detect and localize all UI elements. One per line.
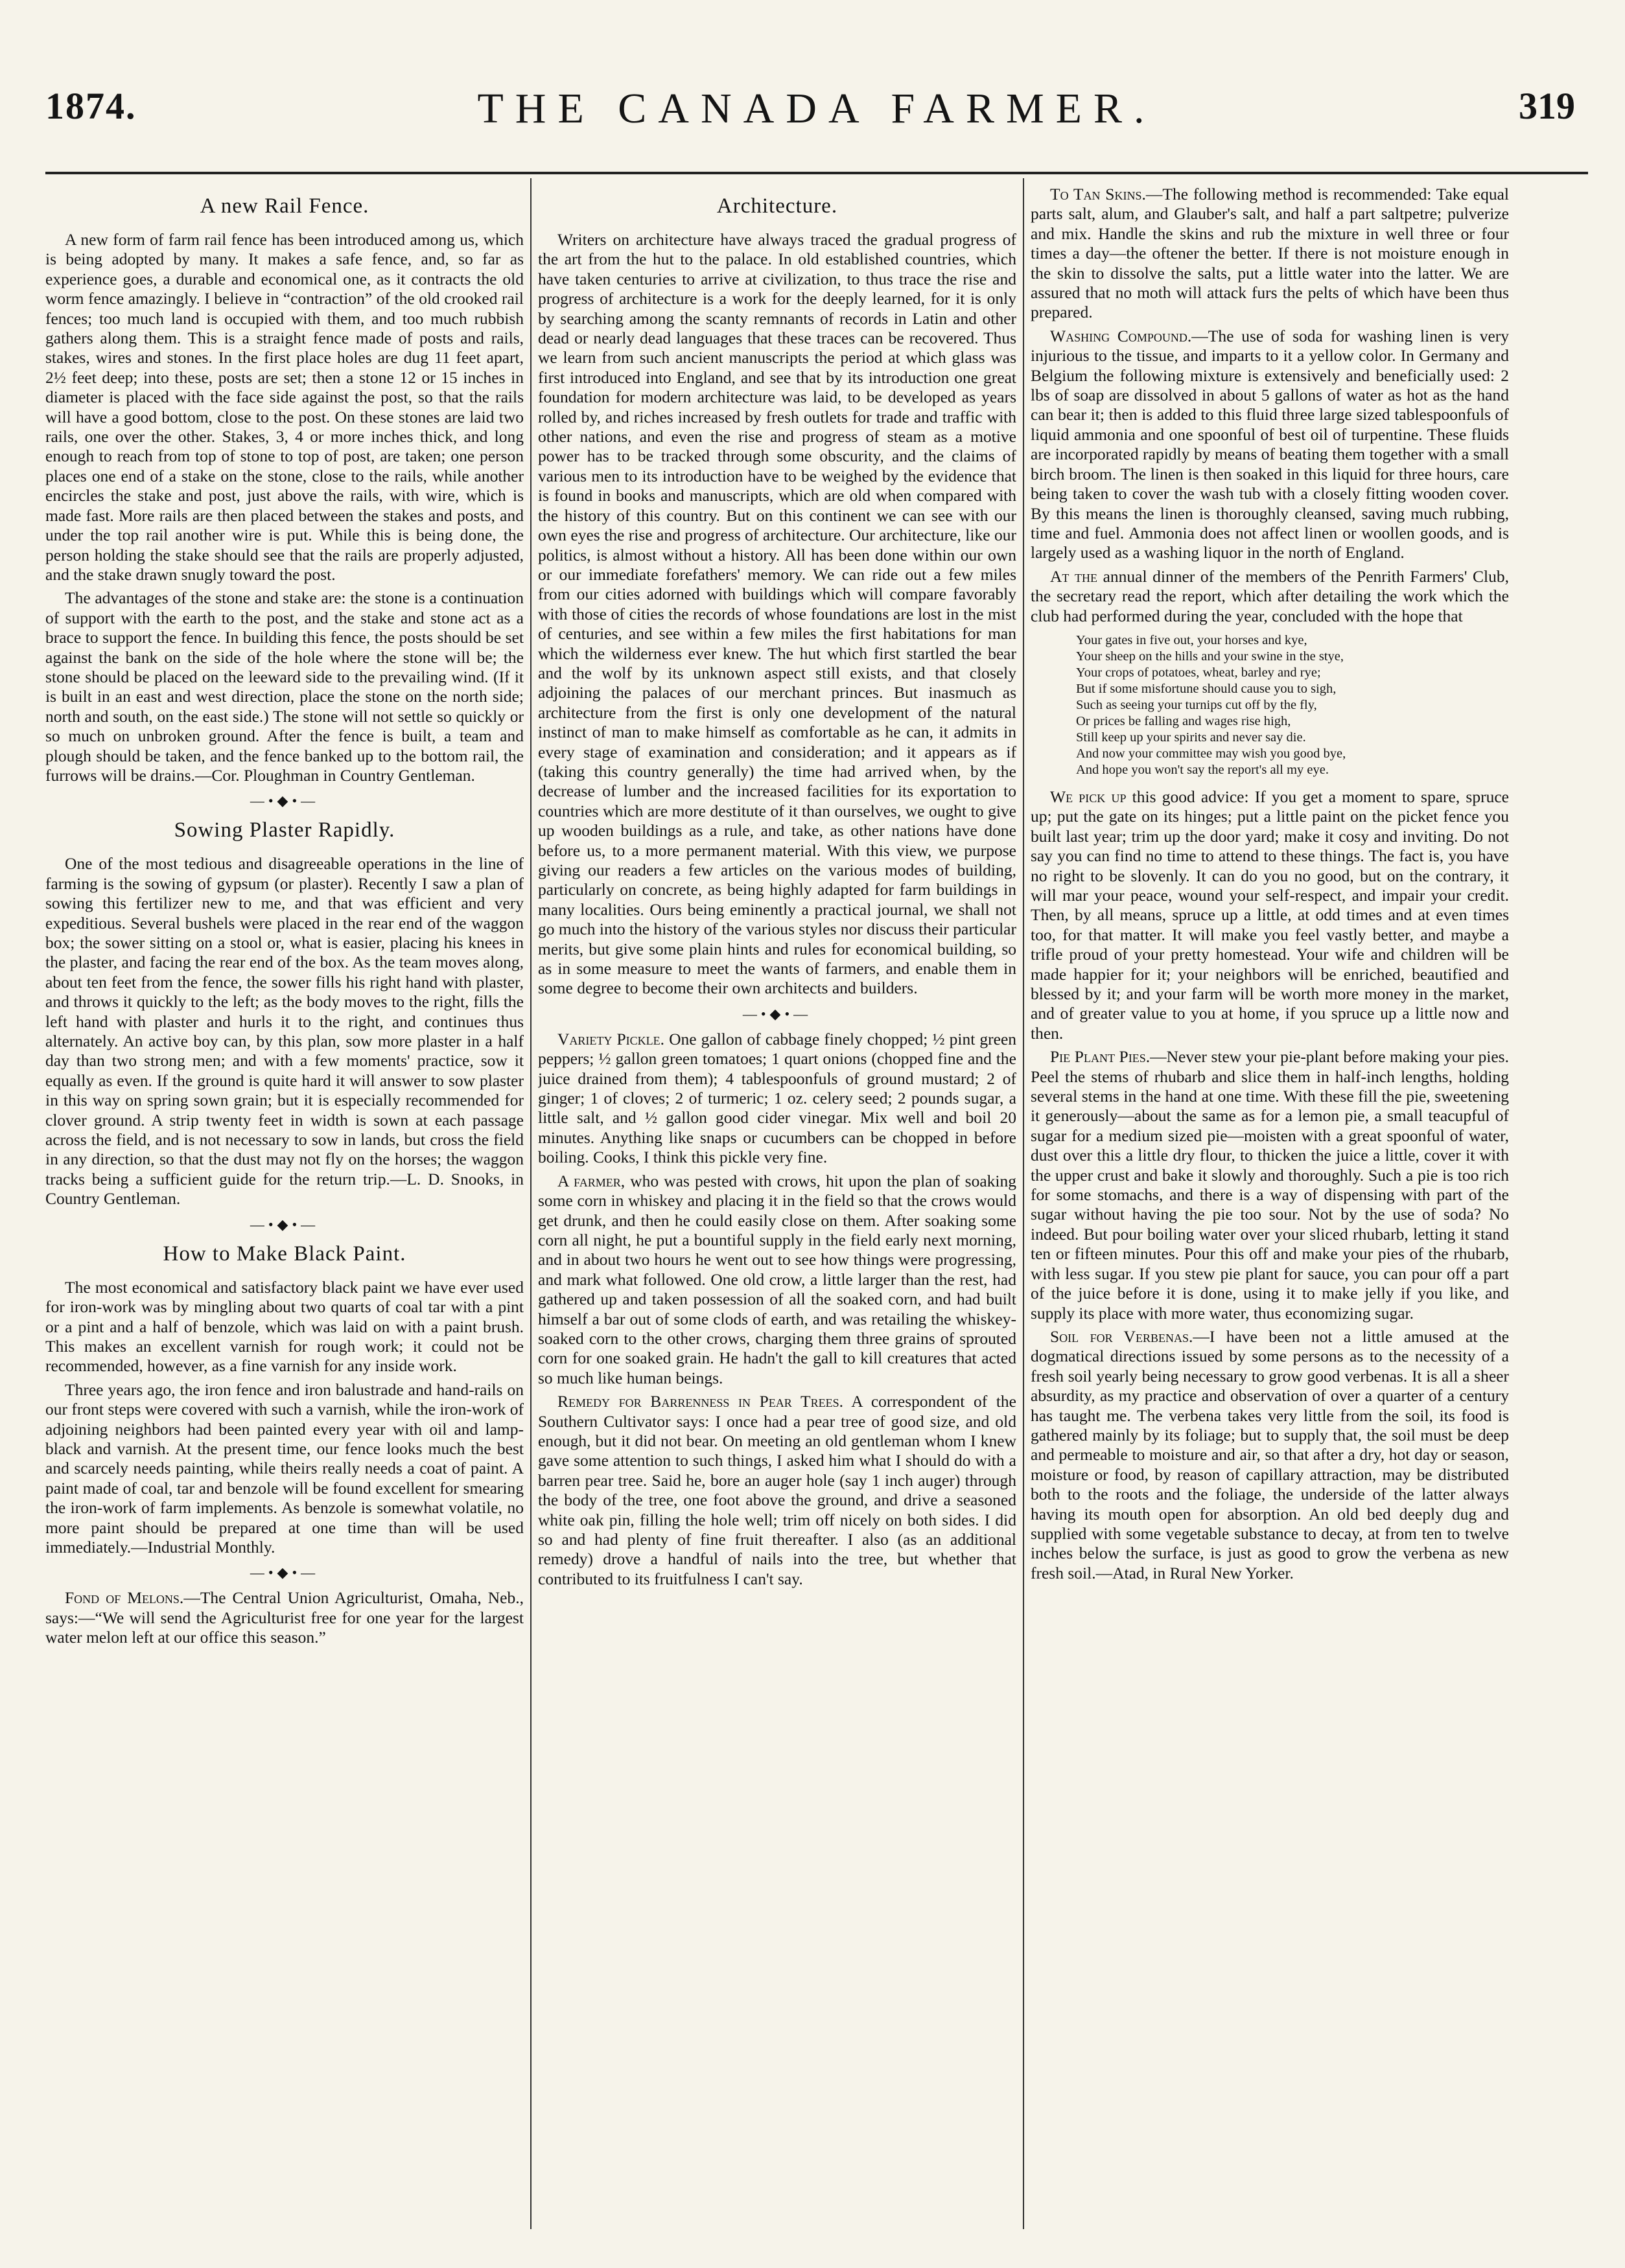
article-farmers-club: [1031, 567, 1509, 626]
article-sowing-plaster: [45, 818, 524, 1209]
verse-line: Your sheep on the hills and your swine in the stye,: [1076, 649, 1344, 664]
column-right: [1031, 185, 1509, 2226]
column-rule-1: [530, 178, 532, 2229]
item-text: —The use of soda for washing linen is very injurious to the tissue, and imparts to it a yellow color. In Germany and Belgium the following mixture is extensively and beneficially used: 2 lbs of soap are dissolved in about 5 gallons of water as hot as the hand can bear it; then is added to this fluid three large sized tablespoonfuls of liquid ammonia and one spoonful of best oil of turpentine. These fluids are incorporated rapidly by means of beating them together with a small birch broom. The linen is then soaked in this liquid for three hours, care being taken to cover the wash tub with a closely fitting wooden cover. By this means the linen is thoroughly cleansed, saving much rubbing, time and fuel. Ammonia does not affect linen or woollen goods, and is largely used as a washing liquor in the north of England.: [1031, 326, 1509, 562]
item-lead: A farmer,: [557, 1171, 625, 1190]
column-middle: [538, 185, 1016, 2226]
article-title: A new Rail Fence.: [200, 194, 369, 218]
column-left: [45, 185, 524, 2226]
item-lead: Pie Plant Pies.: [1050, 1047, 1151, 1067]
article-pickle: [538, 1030, 1016, 1168]
verse-block: [1076, 632, 1509, 778]
verse-line: Still keep up your spirits and never say die.: [1076, 730, 1306, 745]
item-lead: Washing Compound.: [1050, 326, 1192, 345]
newspaper-page: [45, 45, 1588, 2236]
article-pie-plant: [1031, 1047, 1509, 1323]
item-lead: Soil for Verbenas.: [1050, 1326, 1193, 1346]
verse-line: Or prices be falling and wages rise high,: [1076, 713, 1291, 728]
item-lead: Fond of Melons.: [65, 1588, 184, 1608]
article-title: Architecture.: [716, 194, 838, 218]
masthead-rule: [45, 172, 1588, 174]
column-rule-2: [1023, 178, 1024, 2229]
item-text: —The following method is recommended: Take equal parts salt, alum, and Glauber's salt, and half a part saltpetre; pulverize and mix. Handle the skins and rub the mixture in well three or four times a day—the oftener the better. If there is not moisture enough in the skin to dissolve the salts, put a little water into the latter. We are assured that no moth will attack furs the pelts of which have been thus prepared.: [1031, 185, 1509, 322]
item-text: annual dinner of the members of the Penrith Farmers' Club, the secretary read the report, which after detailing the work which the club had performed during the year, concluded with the hope that: [1031, 566, 1509, 625]
article-spruce-up: [1031, 787, 1509, 1043]
item-text: this good advice: If you get a moment to spare, spruce up; put the gate on its hinges; put a little paint on the picket fence you built last year; trim up the door yard; make it cosy and inviting. Do not say you can find no time to attend to these things. The fact is, you have no right to be slovenly. It can do you no good, but on the contrary, it will mar your peace, wound your self-respect, and impair your credit. Then, by all means, spruce up a little, at odd times and at even times too, for that matter. It will make you feel vastly better, and maybe a trifle proud of your pretty homestead. Your wife and children will be made happier for it; your neighbors will be enriched, beautified and blessed by it; and your farm will be worth more money in the market, and of greater value to you at home, if you spruce up a little now and then.: [1031, 787, 1509, 1043]
item-text: —Never stew your pie-plant before making your pies. Peel the stems of rhubarb and slice them in half-inch lengths, holding several stems in the hand at one time. With these fill the pie, sweetening it generously—about the same as for a lemon pie, a small teacupful of sugar for a medium sized pie—moisten with a great spoonful of water, dust over this a little dry flour, to thicken the juice a little, cover it with the upper crust and bake it slowly and thoroughly. Such a pie is too rich for some stomachs, and there is a way of dispensing with part of the sugar without having the pie too sour. Not by the use of soda? No indeed. But pour boiling water over your sliced rhubarb, letting it stand ten or fifteen minutes. Pour this off and make your pies of the rhubarb, with less sugar. If you stew pie plant for sauce, you can pour off a part of the juice before it is done, using it to make jelly if you like, and supply its place with more water, thus economizing sugar.: [1031, 1047, 1509, 1323]
section-separator: —•◆•—: [250, 1216, 320, 1232]
article-paragraph: A new form of farm rail fence has been introduced among us, which is being adopted by many. It makes a safe fence, and, so far as experience goes, a durable and economical one, as it contracts the old worm fence amazingly. I believe in “contraction” of the old crooked rail fences; too much land is occupied with them, and too much rubbish gathers along them. This is a straight fence made of posts and rails, stakes, wires and stones. In the first place holes are dug 11 feet apart, 2½ feet deep; into these, posts are set; then a stone 12 or 15 inches in diameter is placed with the face side against the post, so that the rails will have a good bottom, close to the post. On these stones are laid two rails, one over the other. Stakes, 3, 4 or more inches thick, and long enough to reach from top of stone to top of post, are taken; one person places one end of a stake on the stone, close to the rails, while another encircles the stake and post, just above the rails, with wire, which is made fast. More rails are then placed between the stakes and posts, and under the top rail another wire is put. While this is being done, the person holding the stake should see that the rails are properly adjusted, and the stake drawn snugly toward the post.: [45, 230, 524, 584]
masthead: [45, 84, 1588, 168]
article-paragraph: The advantages of the stone and stake are: the stone is a continuation of support with the earth to the post, and the stake and stone act as a brace to support the fence. In building this fence, the posts should be set against the bank on the side of the hole where the stone will be; the stone should be placed on the leeward side to the prevailing wind. (If it is built in an east and west direction, place the stone on the north side; north and south, on the east side.) The stone will not settle so quickly or so much on unbroken ground. After the fence is built, a team and plough should be taken, and the fence banked up to the bottom rail, the furrows will be drains.—Cor. Ploughman in Country Gentleman.: [45, 588, 524, 785]
article-title: Sowing Plaster Rapidly.: [174, 818, 395, 842]
verse-line: But if some misfortune should cause you to sigh,: [1076, 681, 1337, 696]
article-black-paint: [45, 1242, 524, 1558]
page-number: 319: [1519, 85, 1575, 127]
article-paragraph: The most economical and satisfactory black paint we have ever used for iron-work was by mingling about two quarts of coal tar with a pint or a pint and a half of benzole, which was laid on with a paint brush. This makes an excellent varnish for rough work; it could not be recommended, however, as a fine varnish for any inside work.: [45, 1277, 524, 1376]
article-paragraph: Writers on architecture have always traced the gradual progress of the art from the hut to the palace. In old established countries, which have taken centuries to arrive at civilization, to thus trace the rise and progress of architecture is a work for the deeply learned, for it is only by searching among the scanty remnants of records in Latin and other dead or nearly dead languages that these traces can be recovered. Thus we learn from such ancient manuscripts the period at which glass was first introduced into England, and see that by its introduction one great foundation for modern architecture was laid, to be developed as years rolled by, and riches increased by fresh outlets for trade and traffic with other nations, and even the rise and progress of steam as a motive power has to be tracked through some obscurity, and the claims of various men to its introduction have to be weighed by the evidence that is found in books and manuscripts, which are old when compared with the history of this country. But on this continent we can see with our own eyes the rise and progress of architecture. Our architecture, like our politics, is almost without a history. All has been done within our own or our immediate forefathers' memory. We can ride out a few miles from our cities adorned with buildings which will compare favorably with those of cities the records of whose foundations are lost in the mist of centuries, and see within a few miles the first habitations for man which the wilderness ever knew. The hut which first startled the bear and the wolf by its unknown aspect still exists, and that closely adjoining the palaces of our merchant princes. But inasmuch as architecture from the first is only one development of the natural instinct of man to make himself as comfortable as he can, it admits in every stage of examination and consideration; and it appears as if (taking this country generally) the time had arrived when, by the decrease of lumber and the increased facilities for its exportation to countries which are more destitute of it than ourselves, we ought to give up wooden buildings as a rule, and take, as other nations have done before us, to a more permanent material. With this view, we purpose giving our readers a few articles on the various modes of building, particularly on concrete, as being highly adapted for farm buildings in many localities. Ours being eminently a practical journal, we shall not go much into the history of the various styles nor discuss their particular merits, but give some plain hints and rules for economical building, so as in some measure to meet the wants of farmers, and enable them in some degree to become their own architects and builders.: [538, 230, 1016, 998]
section-separator: —•◆•—: [742, 1005, 812, 1022]
verse-line: And hope you won't say the report's all my eye.: [1076, 762, 1329, 777]
article-verbenas: [1031, 1327, 1509, 1583]
article-paragraph: One of the most tedious and disagreeable operations in the line of farming is the sowing of gypsum (or plaster). Recently I saw a plan of sowing this fertilizer new to me, and that was efficient and very expeditious. Several bushels were placed in the rear end of the waggon box; the sower sitting on a stool or, what is easier, placing his knees in the plaster, and facing the rear end of the box. As the team moves along, about ten feet from the fence, the sower fills his right hand with plaster, and throws it quickly to the left; as the body moves to the right, fills the left hand with plaster and hurls it to the right, and continues thus alternately. An active boy can, by this plan, sow more plaster in a half day than two strong men; and with a few moments' practice, sow it equally as even. If the ground is quite hard it will answer to sow plaster in this way on spring sown grain; but it is especially recommended for clover ground. A strip twenty feet in width is sown at each passage across the field, and is not necessary to sow in lands, but cross the field in any direction, so that the dust may not fly on the horses; the waggon tracks being a sufficient guide for the return trip.—L. D. Snooks, in Country Gentleman.: [45, 854, 524, 1209]
item-lead: Remedy for Barrenness in Pear Trees.: [557, 1392, 843, 1411]
issue-year: 1874.: [45, 85, 137, 127]
article-architecture: [538, 194, 1016, 999]
newspaper-title: THE CANADA FARMER.: [477, 85, 1156, 132]
item-text: A correspondent of the Southern Cultivator says: I once had a pear tree of good size, and old enough, but it did not bear. On meeting an old gentleman whom I knew gave some attention to such things, I asked him what I should do with a barren pear tree. Said he, bore an auger hole (say 1 inch auger) through the body of the tree, one foot above the ground, and drive a seasoned white oak pin, filling the hole well; trim off nicely on both sides. I did so and had plenty of fine fruit thereafter. I also (as an additional remedy) drove a handful of nails into the tree, but whether that contributed to its fruitfulness I can't say.: [538, 1392, 1016, 1588]
item-text: —I have been not a little amused at the dogmatical directions issued by some persons as to the necessity of a fresh soil yearly being necessary to grow good verbenas. It is all a sheer absurdity, as my practice and observation of over a quarter of a century has taught me. The verbena takes very little from the soil, its food is gathered mainly by its foliage; but to supply that, the soil must be deep and permeable to moisture and air, so that after a dry, hot day or season, moisture or food, by reason of capillary attraction, may be distributed both to the roots and the foliage, the underside of the latter always having its mouth open for absorption. An old bed deeply dug and supplied with some vegetable substance to decay, at from ten to twelve inches below the surface, is just as good to grow the verbena as new fresh soil.—Atad, in Rural New Yorker.: [1031, 1326, 1509, 1582]
item-lead: To Tan Skins.: [1050, 185, 1146, 203]
item-lead: Variety Pickle.: [557, 1029, 665, 1048]
article-washing-compound: [1031, 327, 1509, 563]
article-title: How to Make Black Paint.: [163, 1242, 406, 1266]
article-paragraph: Three years ago, the iron fence and iron balustrade and hand-rails on our front steps were covered with such a varnish, while the iron-work of adjoining neighbors had been painted every year with oil and lamp-black and varnish. At the present time, our fence looks much the best and scarcely needs painting, while theirs really needs a coat of paint. A paint made of coal, tar and benzole will be found excellent for smearing the iron-work of farm implements. As benzole is somewhat volatile, no more paint should be prepared at one time than will be used immediately.—Industrial Monthly.: [45, 1380, 524, 1556]
article-melons: [45, 1588, 524, 1647]
article-rail-fence: [45, 194, 524, 785]
verse-line: Your gates in five out, your horses and kye,: [1076, 632, 1307, 647]
item-lead: At the: [1050, 566, 1097, 586]
article-tan-skins: [1031, 185, 1509, 323]
article-pear-trees: [538, 1392, 1016, 1589]
section-separator: —•◆•—: [250, 793, 320, 809]
verse-line: Such as seeing your turnips cut off by the fly,: [1076, 697, 1317, 712]
item-text: who was pested with crows, hit upon the plan of soaking some corn in whiskey and placing it in the field so that the crows would get drunk, and then he could easily close on them. After soaking some corn all night, he put a bountiful supply in the field early next morning, and in about two hours he went out to see how things were progressing, and mark what followed. One old crow, a little larger than the rest, had gathered up and taken possession of all the soaked corn, and had built himself a bar out of some clods of earth, and was retailing the whiskey-soaked corn to the other crows, charging them three grains of sprouted corn for one soaked grain. He hadn't the gall to kill creatures that acted so much like human beings.: [538, 1171, 1016, 1387]
section-separator: —•◆•—: [250, 1564, 320, 1581]
verse-line: And now your committee may wish you good bye,: [1076, 746, 1346, 761]
verse-line: Your crops of potatoes, wheat, barley and rye;: [1076, 665, 1321, 680]
item-text: —The Central Union Agriculturist, Omaha, Neb., says:—“We will send the Agriculturist free for one year for the largest water melon left at our office this season.”: [45, 1588, 524, 1647]
article-farmer-crows: [538, 1172, 1016, 1388]
item-text: One gallon of cabbage finely chopped; ½ pint green peppers; ½ gallon green tomatoes; 1 quart onions (chopped fine and the juice drained from them); 4 tablespoonfuls of ground mustard; 2 of ginger; 1 of cloves; 2 of turmeric; 1 oz. celery seed; 2 pounds sugar, a little salt, and ½ gallon good cider vinegar. Mix well and boil 20 minutes. Anything like snaps or cucumbers can be chopped in before boiling. Cooks, I think this pickle very fine.: [538, 1029, 1016, 1167]
item-lead: We pick up: [1050, 787, 1127, 806]
